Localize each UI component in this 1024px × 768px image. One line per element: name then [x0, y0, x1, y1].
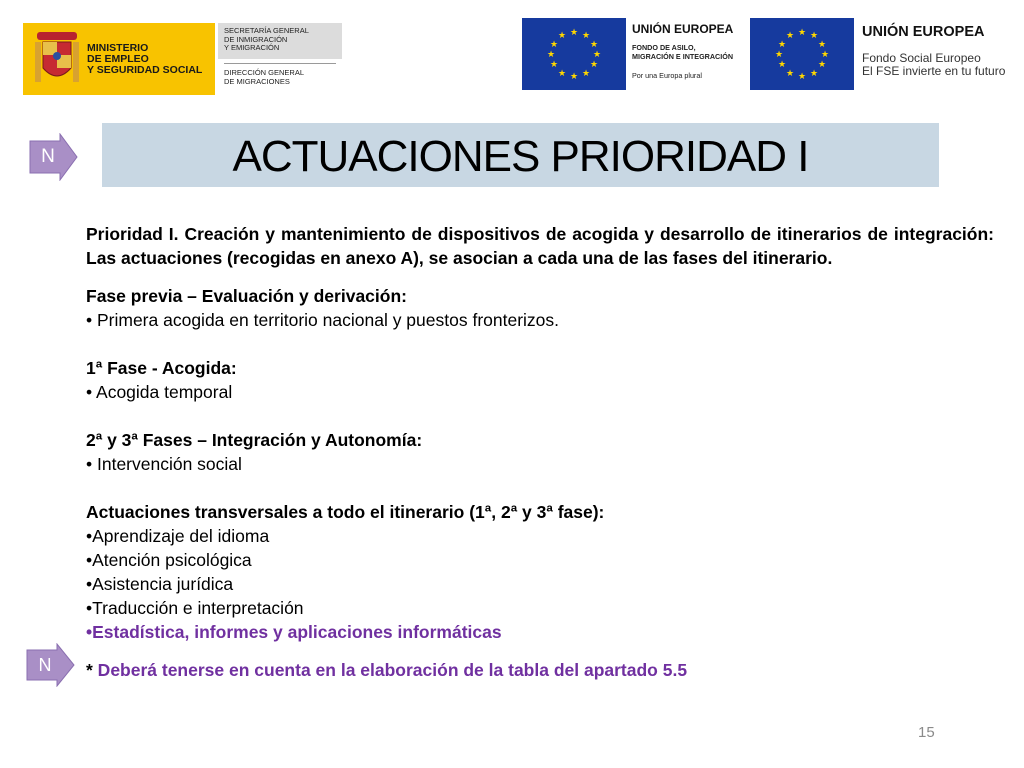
eu-fse-title: UNIÓN EUROPEA: [862, 24, 985, 40]
slide-title-bar: [102, 123, 939, 187]
fase1-heading: 1ª Fase - Acogida:: [86, 358, 237, 378]
ministerio-name: MINISTERIO DE EMPLEO Y SEGURIDAD SOCIAL: [87, 41, 203, 76]
nav-arrow-top[interactable]: [28, 133, 78, 181]
footnote: [86, 658, 994, 682]
direccion-label: DIRECCIÓN GENERAL DE MIGRACIONES: [218, 65, 342, 95]
transversal-item: •Aprendizaje del idioma: [86, 526, 270, 546]
transversal-heading: Actuaciones transversales a todo el itinerario (1ª, 2ª y 3ª fase):: [86, 502, 605, 522]
eu-fse-logo: [750, 18, 1006, 90]
eu-fse-subtitle: Fondo Social Europeo El FSE invierte en tu futuro: [862, 51, 1006, 78]
transversal-item: •Traducción e interpretación: [86, 598, 304, 618]
nav-arrow-bottom[interactable]: [25, 643, 75, 687]
eu-flag-icon: ★ ★ ★ ★ ★ ★ ★ ★ ★ ★ ★ ★: [750, 18, 854, 90]
footnote-text: Deberá tenerse en cuenta en la elaboración de la tabla del apartado 5.5: [92, 660, 688, 680]
eu-fondo-asilo-logo: [522, 18, 740, 90]
nav-arrow-label: N: [38, 655, 52, 675]
coat-of-arms-icon: [33, 30, 81, 88]
transversal-item: •Asistencia jurídica: [86, 574, 234, 594]
footnote-star: *: [86, 660, 93, 680]
slide-title: ACTUACIONES PRIORIDAD I: [232, 132, 809, 181]
nav-arrow-label: N: [41, 146, 55, 167]
slide-body: [86, 222, 994, 682]
fase23-heading: 2ª y 3ª Fases – Integración y Autonomía:: [86, 430, 423, 450]
eu-fondo-title: UNIÓN EUROPEA: [632, 22, 734, 36]
ministerio-logo: [23, 23, 215, 95]
fase1-item: • Acogida temporal: [86, 382, 233, 402]
fase-previa-item: • Primera acogida en territorio nacional y puestos fronterizos.: [86, 310, 560, 330]
highlight-item: •Estadística, informes y aplicaciones informáticas: [86, 622, 502, 642]
intro-paragraph: Prioridad I. Creación y mantenimiento de dispositivos de acogida y desarrollo de itinerarios de integración: Las actuaciones (recogidas en anexo A), se asocian a cada una de las fases del itinerario.: [86, 224, 994, 268]
fase-previa-heading: Fase previa – Evaluación y derivación:: [86, 286, 407, 306]
eu-fondo-tagline: Por una Europa plural: [632, 71, 702, 80]
transversal-item: •Atención psicológica: [86, 550, 252, 570]
eu-flag-icon: ★ ★ ★ ★ ★ ★ ★ ★ ★ ★ ★ ★: [522, 18, 626, 90]
fase23-item: • Intervención social: [86, 454, 242, 474]
page-number: 15: [918, 724, 935, 741]
secretaria-label: SECRETARÍA GENERAL DE INMIGRACIÓN Y EMIGRACIÓN: [218, 23, 342, 59]
eu-fondo-subtitle: FONDO DE ASILO, MIGRACIÓN E INTEGRACIÓN: [632, 43, 734, 61]
